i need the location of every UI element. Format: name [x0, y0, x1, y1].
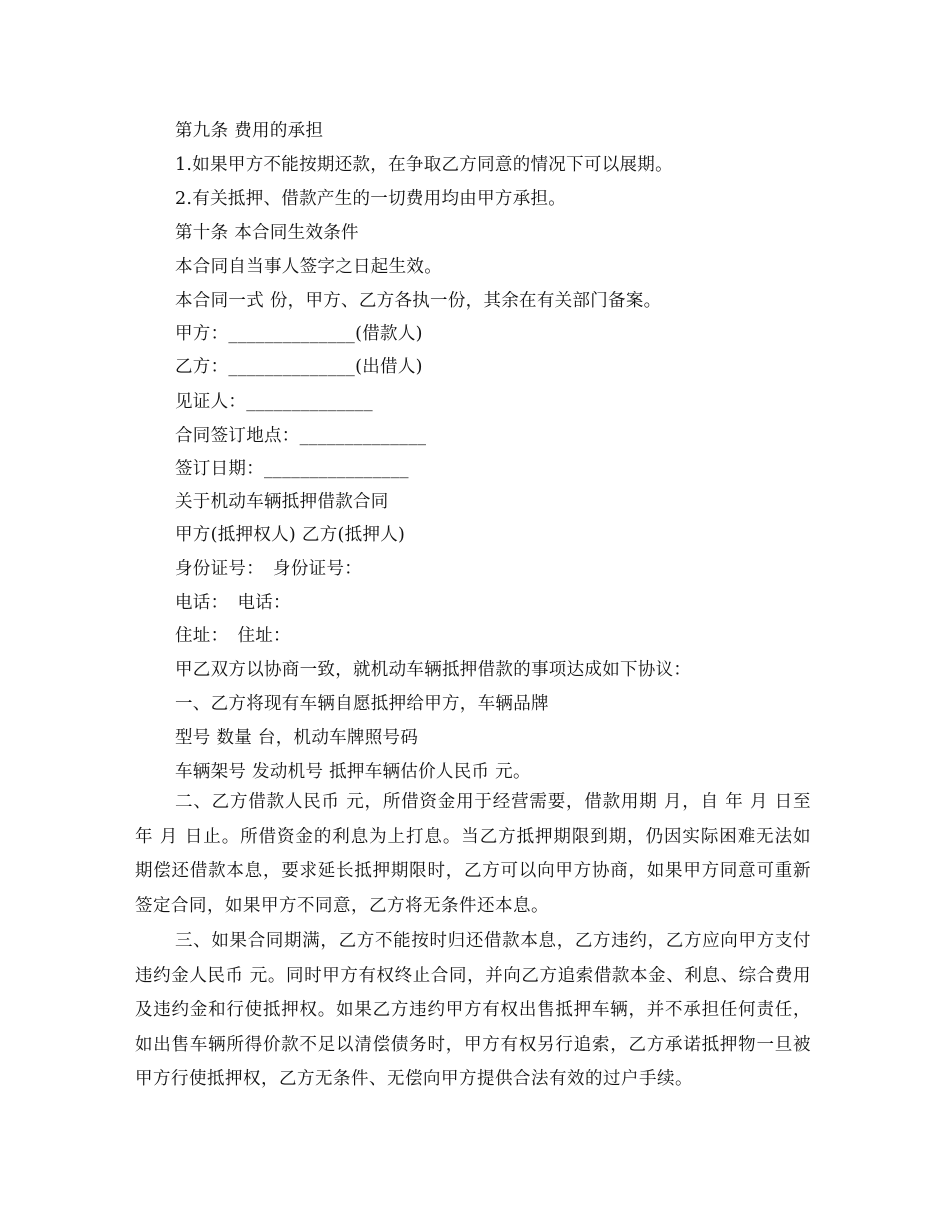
clause-2-paragraph: 二、乙方借款人民币 元，所借资金用于经营需要，借款用期 月，自 年 月 日至 年 月 日止。所借资金的利息为上打息。当乙方抵押期限到期，仍因实际困难无法如期偿还借款本息，要求延长抵押期限时，乙方可以向甲方协商，如果甲方同意可重新签定合同，如果甲方不同意，乙方将无条件还本息。 [135, 792, 811, 916]
address-line: 住址： 住址： [175, 626, 291, 646]
article-9-clause-1: 1.如果甲方不能按期还款，在争取乙方同意的情况下可以展期。 [175, 155, 673, 175]
article-10-heading: 第十条 本合同生效条件 [175, 223, 359, 243]
contract-title: 关于机动车辆抵押借款合同 [175, 492, 389, 512]
article-9-clause-2: 2.有关抵押、借款产生的一切费用均由甲方承担。 [175, 189, 567, 209]
witness-line: 见证人：______________ [175, 392, 373, 412]
clause-1-line-2: 型号 数量 台，机动车牌照号码 [175, 728, 419, 748]
agreement-intro: 甲乙双方以协商一致，就机动车辆抵押借款的事项达成如下协议： [175, 660, 692, 680]
copies-text: 本合同一式 份，甲方、乙方各执一份，其余在有关部门备案。 [175, 291, 662, 311]
signing-place-line: 合同签订地点：______________ [175, 426, 427, 446]
parties-line: 甲方(抵押权人) 乙方(抵押人) [175, 525, 406, 545]
clause-3-paragraph: 三、如果合同期满，乙方不能按时归还借款本息，乙方违约，乙方应向甲方支付违约金人民币 元。同时甲方有权终止合同，并向乙方追索借款本金、利息、综合费用及违约金和行使抵押权。如果乙方违约甲方有权出售抵押车辆，并不承担任何责任，如出售车辆所得价款不足以清偿债务时，甲方有权另行追索，乙方承诺抵押物一旦被甲方行使抵押权，乙方无条件、无偿向甲方提供合法有效的过户手续。 [135, 931, 811, 1090]
party-b-signature-line: 乙方：______________(出借人) [175, 357, 423, 377]
signing-date-line: 签订日期：________________ [175, 459, 409, 479]
clause-1-line-1: 一、乙方将现有车辆自愿抵押给甲方，车辆品牌 [175, 694, 549, 714]
effective-date-text: 本合同自当事人签字之日起生效。 [175, 257, 442, 277]
id-number-line: 身份证号： 身份证号： [175, 559, 363, 579]
phone-line: 电话： 电话： [175, 593, 291, 613]
clause-1-line-3: 车辆架号 发动机号 抵押车辆估价人民币 元。 [175, 762, 531, 782]
party-a-signature-line: 甲方：______________(借款人) [175, 324, 423, 344]
article-9-heading: 第九条 费用的承担 [175, 121, 324, 141]
